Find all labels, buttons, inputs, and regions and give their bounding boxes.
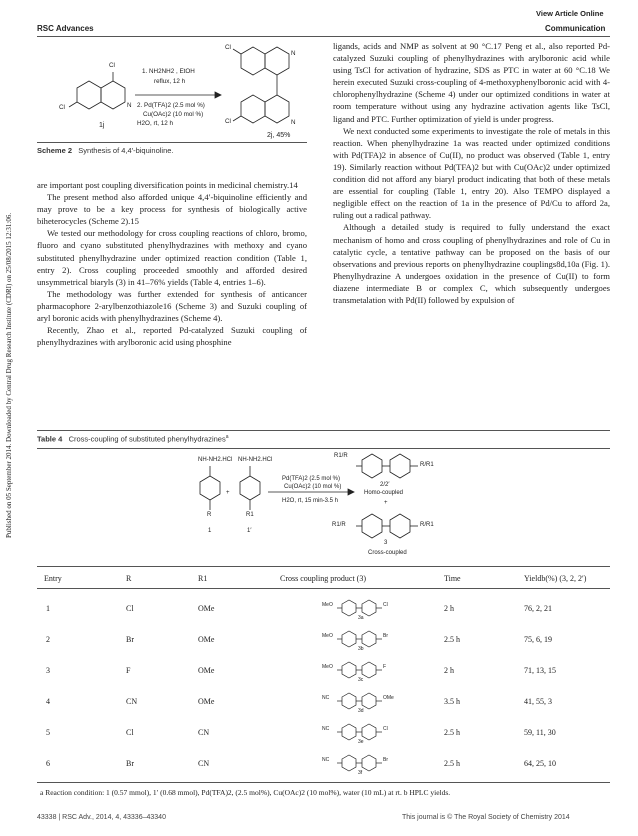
homo-r1r: R1/R (334, 453, 348, 459)
reactant-1-r: R (207, 512, 212, 518)
reactant-2-r1: R1 (246, 512, 254, 518)
cell-r: F (126, 666, 131, 675)
n-label-product-top: N (291, 50, 296, 57)
cell-r: Cl (126, 728, 134, 737)
biaryl-svg (318, 658, 438, 684)
plus-sign: + (226, 490, 230, 496)
product-left-group: MeO (322, 633, 333, 639)
cell-entry: 5 (46, 728, 50, 737)
reagent-line-2b: Cu(OAc)2 (10 mol %) (143, 111, 204, 118)
left-paragraph-2: The present method also afforded unique 4,4′-biquinoline efficiently and may prove to be a key process for synthesis of biologically active biheterocycles (Scheme 2).15 (37, 192, 307, 227)
product-label: 3c (358, 677, 364, 683)
product-right-group: Br (383, 757, 388, 763)
product-structure (318, 596, 438, 622)
reactant-1-hydrazine: NH-NH2.HCl (198, 457, 233, 463)
cross-rr1: R/R1 (420, 522, 434, 528)
cell-entry: 6 (46, 759, 50, 768)
cell-entry: 3 (46, 666, 50, 675)
cross-text: Cross-coupled (368, 550, 407, 556)
product-structure (318, 751, 438, 777)
cl-label-left: Cl (59, 104, 65, 111)
footer-citation: 43338 | RSC Adv., 2014, 4, 43336–43340 (37, 814, 166, 821)
cell-yield: 75, 6, 19 (524, 635, 552, 644)
cell-yield: 41, 55, 3 (524, 697, 552, 706)
biaryl-svg (318, 689, 438, 715)
cl-label-top: Cl (109, 62, 115, 69)
table-4-scheme (190, 452, 460, 562)
col-header-product: Cross coupling product (3) (280, 574, 366, 583)
view-article-online-link[interactable]: View Article Online (536, 9, 604, 18)
cell-r: Cl (126, 604, 134, 613)
right-paragraph-1: ligands, acids and NMP as solvent at 90 °C.17 Peng et al., also reported Pd-catalyzed Suzuki coupling of phenylhydrazines with arylboronic acid while using TsCl for activation of hydrazine, SDS as PTC in water at 60 °C.18 We herein executed Suzuki cross-coupling of 4-methoxyphenylboronic acid with 4-chlorophenylhydrazine (Scheme 4) under our optimized conditions in water at room temperature without using any hydrazine activation agents like TsCl, ligand and PTC. Further optimization of yield is under progress. (333, 41, 610, 124)
footer-copyright: This journal is © The Royal Society of Chemistry 2014 (402, 814, 570, 821)
product-left-group: NC (322, 695, 330, 701)
cell-entry: 1 (46, 604, 50, 613)
right-paragraph-3: Although a detailed study is required to fully understand the exact mechanism of homo and cross coupling of phenylhydrazines and role of Cu in catalytic cycle, a tentative pathway can be proposed on the basis of our observations and previous reports on phenylhydrazine couplings8d,10a (Fig. 1). Phenylhydrazine A undergoes oxidation in the presence of Cu(II) to form diazene intermediate B or complex C, which subsequently undergoes transmetalation with Pd(II) followed by expulsion of (333, 222, 610, 305)
condition-cu: Cu(OAc)2 (10 mol %) (284, 484, 342, 490)
product-left-group: NC (322, 757, 330, 763)
left-paragraph-3: We tested our methodology for cross coupling reactions of chloro, bromo, fluoro and cyano substituted phenylhydrazines with methoxy and cyano substituted phenylhydrazine under optimized reaction condition (Table 1, entry 2). Cross coupling proceeded smoothly and afforded desired unsymmetrical biaryls (3) in 41–76% yields (Table 4, entries 1–6). (37, 228, 307, 287)
reactant-2-hydrazine: NH-NH2.HCl (238, 457, 273, 463)
product-label: 3f (358, 770, 363, 776)
left-column (37, 179, 307, 348)
header-rule (37, 36, 610, 37)
table-4-top-rule (37, 430, 610, 431)
reactant-1-label: 1 (208, 528, 212, 534)
homo-text: Homo-coupled (364, 490, 404, 496)
condition-pd: Pd(TFA)2 (2.5 mol %) (282, 476, 341, 482)
cell-r: Br (126, 759, 134, 768)
product-right-group: F (383, 664, 387, 670)
col-header-r1: R1 (198, 574, 208, 583)
col-header-entry: Entry (44, 574, 62, 583)
biaryl-svg (318, 627, 438, 653)
cell-r1: OMe (198, 697, 215, 706)
product-left-group: MeO (322, 664, 333, 670)
cell-r1: CN (198, 759, 210, 768)
journal-name: RSC Advances (37, 24, 94, 33)
cell-yield: 71, 13, 15 (524, 666, 556, 675)
product-label: 3d (358, 708, 364, 714)
scheme-2-figure (37, 40, 307, 156)
left-paragraph-5: Recently, Zhao et al., reported Pd-catalyzed Suzuki coupling of phenylhydrazines with arylboronic acid using phosphine (37, 325, 307, 348)
download-notice: Published on 05 September 2014. Downloaded by Central Drug Research Institute (CDRI) on 25/08/2015 12:31:06. (5, 212, 13, 538)
cell-entry: 4 (46, 697, 50, 706)
label-2j: 2j, 45% (267, 132, 291, 139)
scheme-2-caption-label: Scheme 2 (37, 146, 73, 155)
cell-time: 2 h (444, 666, 454, 675)
cell-yield: 76, 2, 21 (524, 604, 552, 613)
pyridine-ring-1j (101, 81, 125, 109)
cell-r1: OMe (198, 635, 215, 644)
scheme-2-rule (37, 142, 307, 143)
cl-label-product-bottom: Cl (225, 118, 231, 125)
table-4-caption-label: Table 4 (37, 434, 63, 444)
right-column (333, 40, 610, 306)
product-right-group: Br (383, 633, 388, 639)
product-right-group: Cl (383, 602, 388, 608)
table-4-header-top-rule (37, 566, 610, 567)
product-right-group: OMe (383, 695, 394, 701)
table-4-header-bottom-rule (37, 588, 610, 589)
n-label-product-bottom: N (291, 119, 296, 126)
homo-rr1: R/R1 (420, 462, 434, 468)
biaryl-svg (318, 751, 438, 777)
scheme-2-caption-text: Synthesis of 4,4′-biquinoline. (78, 146, 174, 155)
table-4-caption-text: Cross-coupling of substituted phenylhydrazines (68, 434, 226, 444)
table-4-footnote: a Reaction condition: 1 (0.57 mmol), 1′ (0.68 mmol), Pd(TFA)2, (2.5 mol%), Cu(OAc)2 (10 mol%), water (10 mL) at rt. b HPLC yields. (40, 788, 451, 797)
product-left-group: NC (322, 726, 330, 732)
right-paragraph-2: We next conducted some experiments to investigate the role of metals in this reaction. When phenylhydrazine 1a was reacted under optimized conditions with Pd(TFA)2 in absence of Cu(II), no product was observed (Table 1, entry 19). Similarly reaction without Pd(TFA)2 but with Cu(OAc)2 under optimized condition did not afford any biaryl product indicating that both of these metals are essential for coupling (Table 1, entry 20). Also TEMPO displayed a negligible effect on the reaction of 1a in the presence of Pd/Cu to afford 2a, ruling out a radical pathway. (333, 125, 610, 221)
table-4-caption-sup: a (225, 434, 229, 440)
cell-time: 2.5 h (444, 728, 460, 737)
n-label-1j: N (127, 102, 132, 109)
product-structure (318, 689, 438, 715)
reagent-line-1: 1. NH2NH2 , EtOH (142, 68, 195, 75)
condition-solvent: H2O, rt, 15 min-3.5 h (282, 498, 339, 504)
product-structure (318, 720, 438, 746)
scheme-2-caption (37, 146, 174, 155)
benzene-ring-1j (77, 81, 101, 109)
cell-yield: 64, 25, 10 (524, 759, 556, 768)
product-right-group: Cl (383, 726, 388, 732)
biaryl-svg (318, 720, 438, 746)
cl-label-product-top: Cl (225, 44, 231, 51)
reagent-line-2c: H2O, rt, 12 h (137, 120, 174, 127)
homo-label: 2/2′ (380, 482, 390, 488)
col-header-yield: Yieldb(%) (3, 2, 2′) (524, 574, 587, 583)
left-paragraph-1: are important post coupling diversification points in medicinal chemistry.14 (37, 180, 298, 190)
plus-sign-2: + (384, 500, 388, 506)
product-label: 3a (358, 615, 364, 621)
cell-r1: OMe (198, 604, 215, 613)
cell-time: 3.5 h (444, 697, 460, 706)
cross-r1r: R1/R (332, 522, 346, 528)
cell-yield: 59, 11, 30 (524, 728, 556, 737)
reagent-line-2: 2. Pd(TFA)2 (2.5 mol %) (137, 102, 205, 109)
cell-time: 2.5 h (444, 635, 460, 644)
product-label: 3e (358, 739, 364, 745)
cell-entry: 2 (46, 635, 50, 644)
left-paragraph-4: The methodology was further extended for synthesis of anticancer pharmacophore 2-arylbenzothiazole16 (Scheme 3) and Suzuki coupling of aryl boronic acids with phenylhydrazines (Scheme 4). (37, 288, 307, 324)
table-4-bottom-rule (37, 782, 610, 783)
cell-time: 2.5 h (444, 759, 460, 768)
cell-time: 2 h (444, 604, 454, 613)
cell-r: CN (126, 697, 138, 706)
product-label: 3b (358, 646, 364, 652)
table-4-caption-rule (37, 448, 610, 449)
section-name: Communication (545, 24, 606, 33)
cell-r1: OMe (198, 666, 215, 675)
col-header-r: R (126, 574, 132, 583)
product-structure (318, 627, 438, 653)
reactant-2-label: 1′ (247, 528, 252, 534)
table-4-scheme-structures (190, 452, 460, 562)
product-structure (318, 658, 438, 684)
reagent-line-1b: reflux, 12 h (154, 78, 186, 85)
col-header-time: Time (444, 574, 461, 583)
cross-label: 3 (384, 540, 388, 546)
biaryl-svg (318, 596, 438, 622)
product-left-group: MeO (322, 602, 333, 608)
label-1j: 1j (99, 122, 105, 129)
table-4-caption (37, 434, 229, 444)
cell-r: Br (126, 635, 134, 644)
cell-r1: CN (198, 728, 210, 737)
